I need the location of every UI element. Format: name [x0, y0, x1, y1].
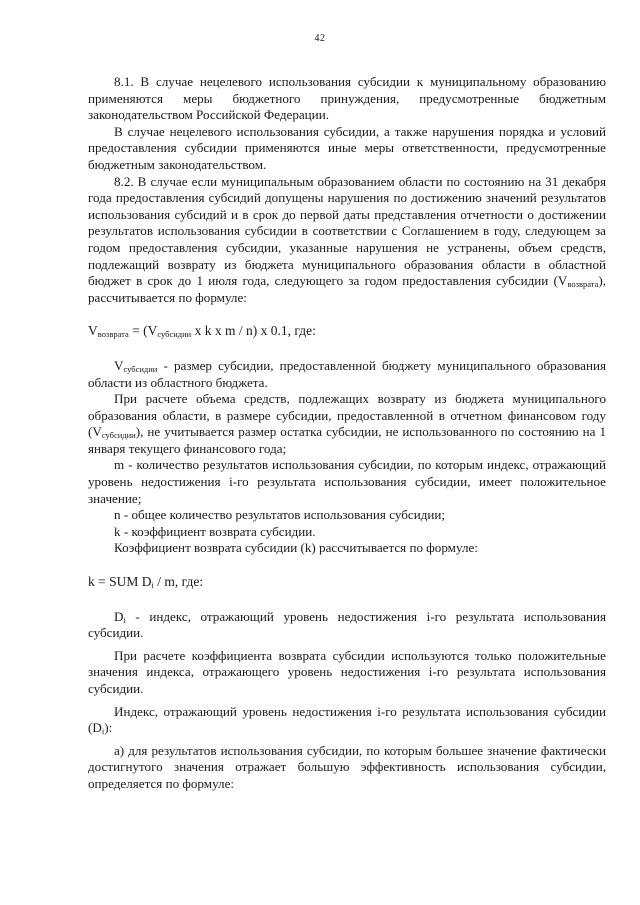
- page-number: 42: [314, 33, 326, 44]
- paragraph-k-formula-intro: Коэффициент возврата субсидии (k) рассчитывается по формуле:: [114, 540, 478, 556]
- formula-sub-subsidy: субсидии: [157, 329, 192, 340]
- di-def-text: - индекс, отражающий уровень недостижения i-го результата использования субсидии.: [88, 608, 606, 641]
- subscript-return: возврата: [567, 279, 599, 290]
- index-intro-tail: ):: [104, 720, 113, 736]
- formula-k: [88, 574, 606, 591]
- formula-return-volume: [88, 323, 606, 340]
- paragraph-k-def: k - коэффициент возврата субсидии.: [114, 523, 316, 539]
- formula-v: V: [88, 323, 98, 339]
- paragraph-other-measures: В случае нецелевого использования субсидии, а также нарушения порядка и условий предоставления субсидии применяются иные меры ответственности, предусмотренные бюджетным законодательством.: [88, 123, 606, 172]
- paragraph-di-def: [88, 609, 606, 642]
- di-def-d: D: [114, 608, 124, 624]
- calc-note-text: При расчете объема средств, подлежащих возврату из бюджета муниципального образования области, в размере субсидии, предоставленной в отчетном финансовом году (V: [88, 391, 606, 440]
- formula-rest: x k x m / n) x 0.1, где:: [191, 323, 316, 339]
- paragraph-8-1: 8.1. В случае нецелевого использования субсидии к муниципальному образованию применяются меры бюджетного принуждения, предусмотренные бюджетным законодательством Российской Федерации.: [88, 74, 606, 123]
- paragraph-8-2-text: 8.2. В случае если муниципальным образованием области по состоянию на 31 декабря года предоставления субсидий допущены нарушения по достижению значений результатов использования субсидий и в срок до первой даты представления отчетности о достижении результатов использования субсидии в соответствии с Соглашением в году, следующем за годом предоставления субсидии, указанные нарушения не устранены, объем средств, подлежащий возврату из бюджета муниципального образования области в областной бюджет в срок до 1 июля года, следующего за годом предоставления субсидии (V: [88, 173, 606, 289]
- paragraph-index-intro: [88, 704, 606, 737]
- formula-sub-return: возврата: [97, 329, 129, 340]
- formula-eq: = (V: [128, 323, 158, 339]
- paragraph-positive-values: При расчете коэффициента возврата субсидии используются только положительные значения индекса, отражающего уровень недостижения i-го результата использования субсидии.: [88, 647, 606, 696]
- calc-note-tail: ), не учитывается размер остатка субсидии, не использованного по состоянию на 1 января текущего финансового года;: [88, 424, 606, 456]
- paragraph-calc-note: [88, 391, 606, 457]
- calc-note-sub: субсидии: [101, 430, 136, 441]
- document-body: [88, 74, 606, 793]
- paragraph-m-def: m - количество результатов использования субсидии, по которым индекс, отражающий уровень недостижения i-го результата использования субсидии, имеет положительное значение;: [88, 457, 606, 506]
- formula-k-text: k = SUM D: [88, 574, 152, 590]
- def-v: V: [114, 357, 124, 373]
- di-def-sub: i: [123, 614, 126, 625]
- formula-k-rest: / m, где:: [153, 574, 204, 590]
- index-intro-text: Индекс, отражающий уровень недостижения i-го результата использования субсидии (D: [88, 703, 606, 736]
- paragraph-v-subsidy-def: [88, 358, 606, 391]
- formula-k-sub: i: [151, 580, 154, 591]
- def-v-sub: субсидии: [123, 363, 158, 374]
- paragraph-8-2-tail: ), рассчитывается по формуле:: [88, 273, 606, 305]
- def-v-text: - размер субсидии, предоставленной бюджету муниципального образования области из областного бюджета.: [88, 357, 606, 390]
- paragraph-8-2: [88, 174, 606, 307]
- paragraph-n-def: n - общее количество результатов использования субсидии;: [114, 507, 446, 523]
- index-intro-sub: i: [101, 726, 105, 737]
- paragraph-item-a: а) для результатов использования субсидии, по которым большее значение фактически достигнутого значения отражает большую эффективность использования субсидии, определяется по формуле:: [88, 742, 606, 791]
